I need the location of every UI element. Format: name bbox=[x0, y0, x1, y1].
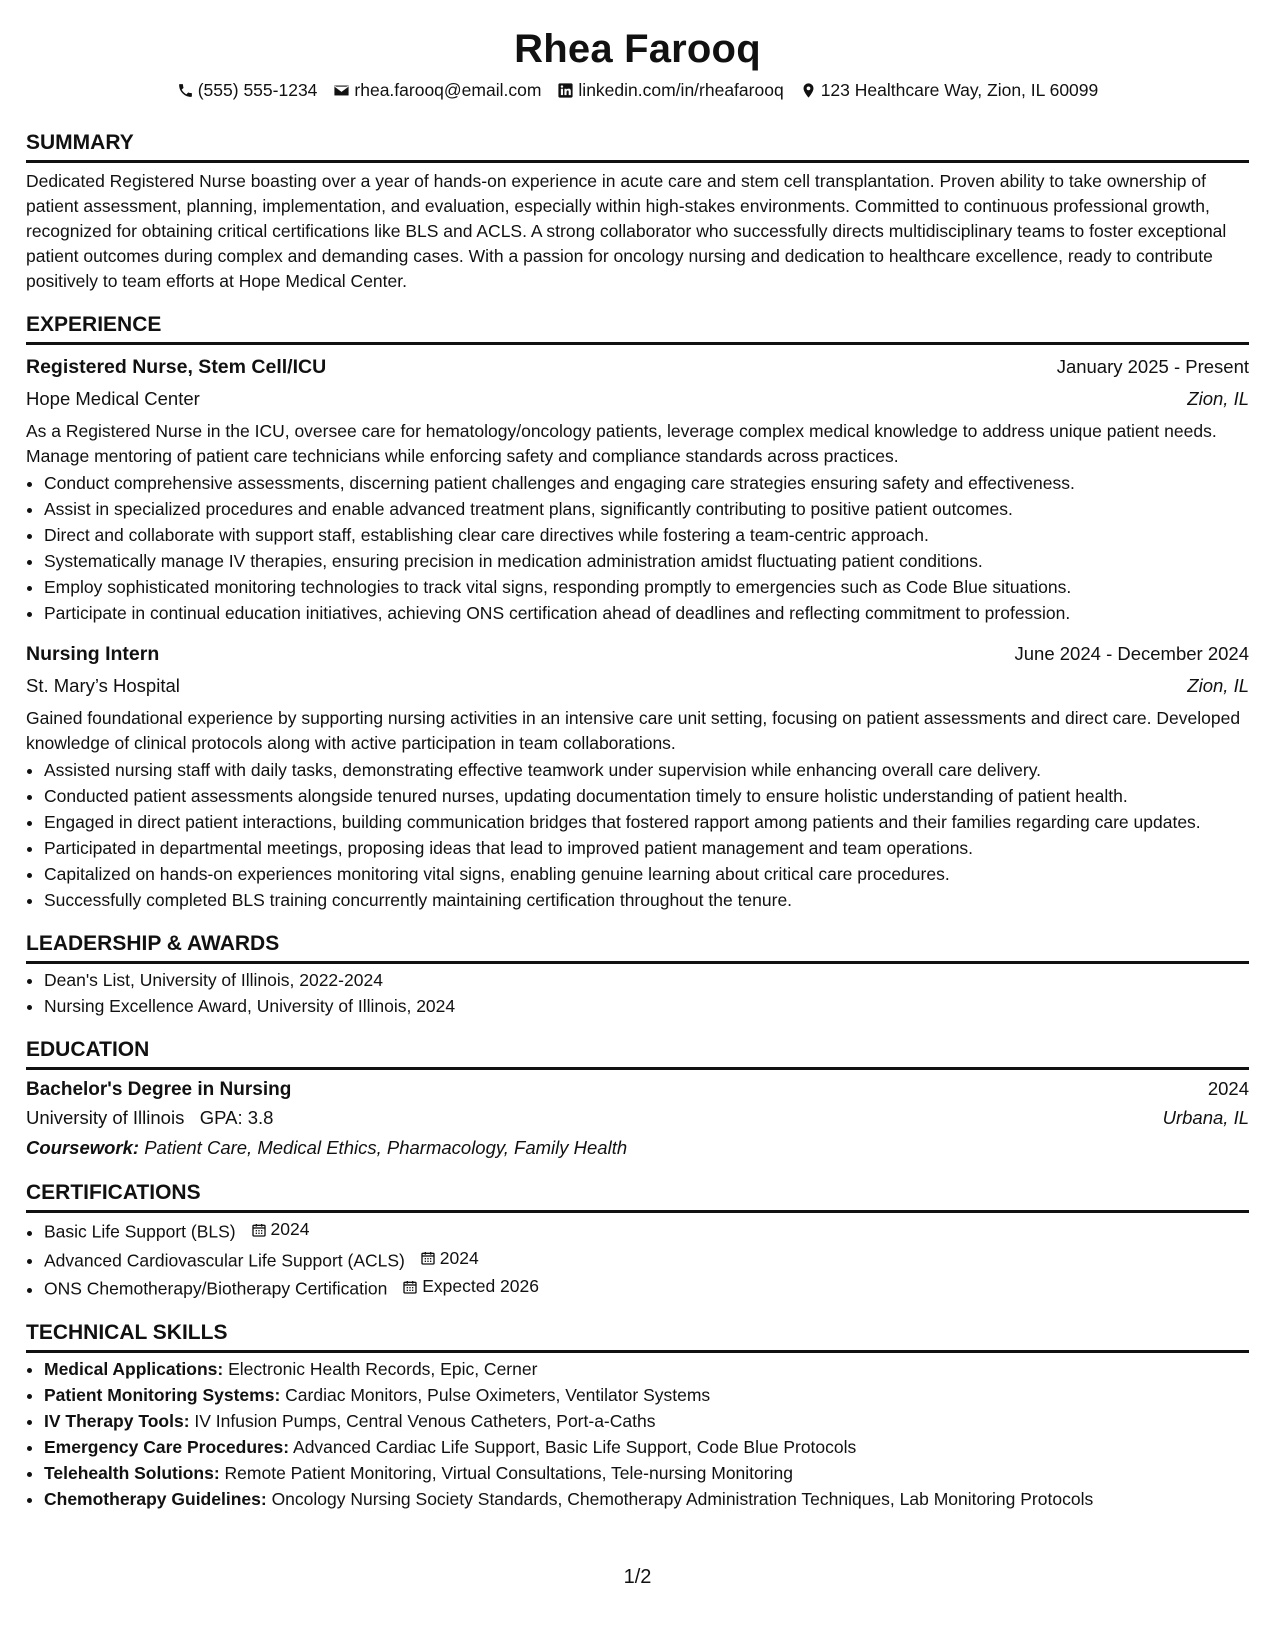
job-title: Nursing Intern bbox=[26, 643, 160, 665]
contact-address bbox=[800, 78, 1099, 102]
page-number: 1/2 bbox=[623, 1566, 652, 1588]
skill-label: Telehealth Solutions: bbox=[44, 1462, 220, 1483]
cert-name: Basic Life Support (BLS) bbox=[44, 1221, 236, 1242]
list-item bbox=[44, 1274, 1249, 1302]
list-item: • Successfully completed BLS training concurrently maintaining certification throughout the tenure. bbox=[44, 888, 1249, 913]
education-gpa: GPA: 3.8 bbox=[199, 1107, 274, 1128]
education-degree: Bachelor's Degree in Nursing bbox=[26, 1079, 292, 1100]
education-location: Urbana, IL bbox=[1162, 1107, 1249, 1128]
contact-phone bbox=[177, 78, 318, 102]
job-title-row bbox=[26, 353, 1249, 381]
calendar-icon bbox=[402, 1279, 418, 1295]
education-coursework bbox=[26, 1134, 1249, 1162]
phone-icon bbox=[177, 82, 194, 99]
list-item: • Participate in continual education initiatives, achieving ONS certification ahead of deadlines and reflecting commitment to profession. bbox=[44, 601, 1249, 626]
skill-value: Advanced Cardiac Life Support, Basic Life Support, Code Blue Protocols bbox=[293, 1436, 857, 1457]
email-text[interactable]: rhea.farooq@email.com bbox=[354, 80, 542, 100]
list-item bbox=[44, 1461, 1249, 1486]
contact-email[interactable] bbox=[333, 78, 541, 102]
coursework-list: Patient Care, Medical Ethics, Pharmacology, Family Health bbox=[144, 1137, 628, 1158]
list-item: • Assisted nursing staff with daily tasks, demonstrating effective teamwork under supervision while enhancing overall care delivery. bbox=[44, 758, 1249, 783]
job-location: Zion, IL bbox=[1187, 675, 1249, 696]
list-item: • Capitalized on hands-on experiences monitoring vital signs, enabling genuine learning about critical care procedures. bbox=[44, 862, 1249, 887]
education-year: 2024 bbox=[1207, 1078, 1249, 1099]
education-school-row bbox=[26, 1104, 1249, 1132]
summary-text: Dedicated Registered Nurse boasting over a year of hands-on experience in acute care and stem cell transplantation. Proven ability to take ownership of patient assessment, planning, implementation, and evaluation, especially within high-stakes environments. Committed to continuous professional growth, recognized for obtaining critical certifications like BLS and ACLS. A strong collaborator who successfully directs multidisciplinary teams to foster exceptional patient outcomes during complex and demanding cases. With a passion for oncology nursing and dedication to healthcare excellence, ready to contribute positively to team efforts at Hope Medical Center. bbox=[26, 171, 1227, 291]
certifications-list bbox=[26, 1217, 1249, 1302]
list-item bbox=[44, 1383, 1249, 1408]
list-item: • Conduct comprehensive assessments, discerning patient challenges and engaging care strategies ensuring safety and effectiveness. bbox=[44, 471, 1249, 496]
list-item bbox=[44, 1217, 1249, 1245]
cert-date-text: Expected 2026 bbox=[422, 1276, 539, 1296]
skill-label: Medical Applications: bbox=[44, 1358, 224, 1379]
cert-date-text: 2024 bbox=[439, 1247, 479, 1268]
education-school-group bbox=[26, 1104, 273, 1132]
job-bullets bbox=[26, 471, 1249, 626]
section-heading-summary: SUMMARY bbox=[26, 130, 1249, 163]
job-org-row bbox=[26, 385, 1249, 413]
job-dates: January 2025 - Present bbox=[1056, 356, 1249, 377]
job-org-row bbox=[26, 672, 1249, 700]
job-entry bbox=[26, 353, 1249, 626]
skill-label: Patient Monitoring Systems: bbox=[44, 1384, 281, 1405]
cert-date bbox=[251, 1217, 310, 1242]
job-title: Registered Nurse, Stem Cell/ICU bbox=[26, 356, 327, 378]
job-title-row bbox=[26, 640, 1249, 668]
skills-list bbox=[26, 1357, 1249, 1512]
job-org: St. Mary’s Hospital bbox=[26, 675, 180, 696]
list-item: • Participated in departmental meetings, proposing ideas that lead to improved patient management and team operations. bbox=[44, 836, 1249, 861]
skill-value: Cardiac Monitors, Pulse Oximeters, Ventilator Systems bbox=[285, 1384, 711, 1405]
address-text: 123 Healthcare Way, Zion, IL 60099 bbox=[820, 80, 1099, 100]
job-location: Zion, IL bbox=[1187, 388, 1249, 409]
list-item: • Nursing Excellence Award, University of Illinois, 2024 bbox=[44, 994, 1249, 1019]
section-heading-skills: TECHNICAL SKILLS bbox=[26, 1320, 1249, 1353]
phone-text: (555) 555-1234 bbox=[197, 80, 318, 100]
education-degree-row bbox=[26, 1076, 1249, 1104]
calendar-icon bbox=[251, 1222, 267, 1238]
section-heading-certifications: CERTIFICATIONS bbox=[26, 1180, 1249, 1213]
skill-label: IV Therapy Tools: bbox=[44, 1410, 190, 1431]
list-item: • Engaged in direct patient interactions, building communication bridges that fostered rapport among patients and their families regarding care updates. bbox=[44, 810, 1249, 835]
list-item bbox=[44, 1357, 1249, 1382]
list-item: • Employ sophisticated monitoring technologies to track vital signs, responding promptly to emergencies such as Code Blue situations. bbox=[44, 575, 1249, 600]
envelope-icon bbox=[333, 82, 350, 99]
skill-value: Electronic Health Records, Epic, Cerner bbox=[228, 1358, 538, 1379]
list-item: • Conducted patient assessments alongside tenured nurses, updating documentation timely to ensure holistic understanding of patient health. bbox=[44, 784, 1249, 809]
resume-page bbox=[26, 20, 1249, 1513]
cert-date bbox=[420, 1246, 479, 1271]
list-item: • Systematically manage IV therapies, ensuring precision in medication administration amidst fluctuating patient conditions. bbox=[44, 549, 1249, 574]
job-description: As a Registered Nurse in the ICU, oversee care for hematology/oncology patients, leverage complex medical knowledge to address unique patient needs. Manage mentoring of patient care technicians while enforcing safety and compliance standards across practices. bbox=[26, 421, 1217, 466]
section-heading-experience: EXPERIENCE bbox=[26, 312, 1249, 345]
cert-date bbox=[402, 1274, 539, 1299]
cert-date-text: 2024 bbox=[270, 1219, 310, 1239]
job-entry bbox=[26, 640, 1249, 913]
list-item: • Assist in specialized procedures and enable advanced treatment plans, significantly contributing to positive patient outcomes. bbox=[44, 497, 1249, 522]
linkedin-text[interactable]: linkedin.com/in/rheafarooq bbox=[578, 80, 784, 100]
skill-label: Chemotherapy Guidelines: bbox=[44, 1488, 267, 1509]
list-item bbox=[44, 1435, 1249, 1460]
skill-value: Oncology Nursing Society Standards, Chemotherapy Administration Techniques, Lab Monitoring Protocols bbox=[271, 1488, 1094, 1509]
list-item: • Dean's List, University of Illinois, 2022-2024 bbox=[44, 968, 1249, 993]
cert-name: ONS Chemotherapy/Biotherapy Certification bbox=[44, 1278, 388, 1299]
section-heading-awards: LEADERSHIP & AWARDS bbox=[26, 931, 1249, 964]
job-bullets bbox=[26, 758, 1249, 913]
job-org: Hope Medical Center bbox=[26, 388, 200, 409]
contact-bar bbox=[26, 78, 1249, 102]
education-school: University of Illinois bbox=[26, 1107, 185, 1128]
coursework-label: Coursework: bbox=[26, 1137, 140, 1158]
contact-linkedin[interactable] bbox=[557, 78, 783, 102]
skill-label: Emergency Care Procedures: bbox=[44, 1436, 290, 1457]
awards-list bbox=[26, 968, 1249, 1019]
section-heading-education: EDUCATION bbox=[26, 1037, 1249, 1070]
skill-value: Remote Patient Monitoring, Virtual Consultations, Tele-nursing Monitoring bbox=[224, 1462, 793, 1483]
job-description: Gained foundational experience by supporting nursing activities in an intensive care unit setting, focusing on patient assessments and direct care. Developed knowledge of clinical protocols along with active participation in team collaborations. bbox=[26, 708, 1241, 753]
map-pin-icon bbox=[800, 82, 817, 99]
linkedin-icon bbox=[557, 82, 574, 99]
job-dates: June 2024 - December 2024 bbox=[1014, 643, 1249, 664]
list-item: • Direct and collaborate with support staff, establishing clear care directives while fostering a team-centric approach. bbox=[44, 523, 1249, 548]
list-item bbox=[44, 1246, 1249, 1274]
cert-name: Advanced Cardiovascular Life Support (ACLS) bbox=[44, 1250, 405, 1270]
list-item bbox=[44, 1409, 1249, 1434]
skill-value: IV Infusion Pumps, Central Venous Catheters, Port-a-Caths bbox=[194, 1410, 656, 1431]
calendar-icon bbox=[420, 1250, 436, 1266]
list-item bbox=[44, 1487, 1249, 1512]
candidate-name: Rhea Farooq bbox=[514, 27, 761, 71]
